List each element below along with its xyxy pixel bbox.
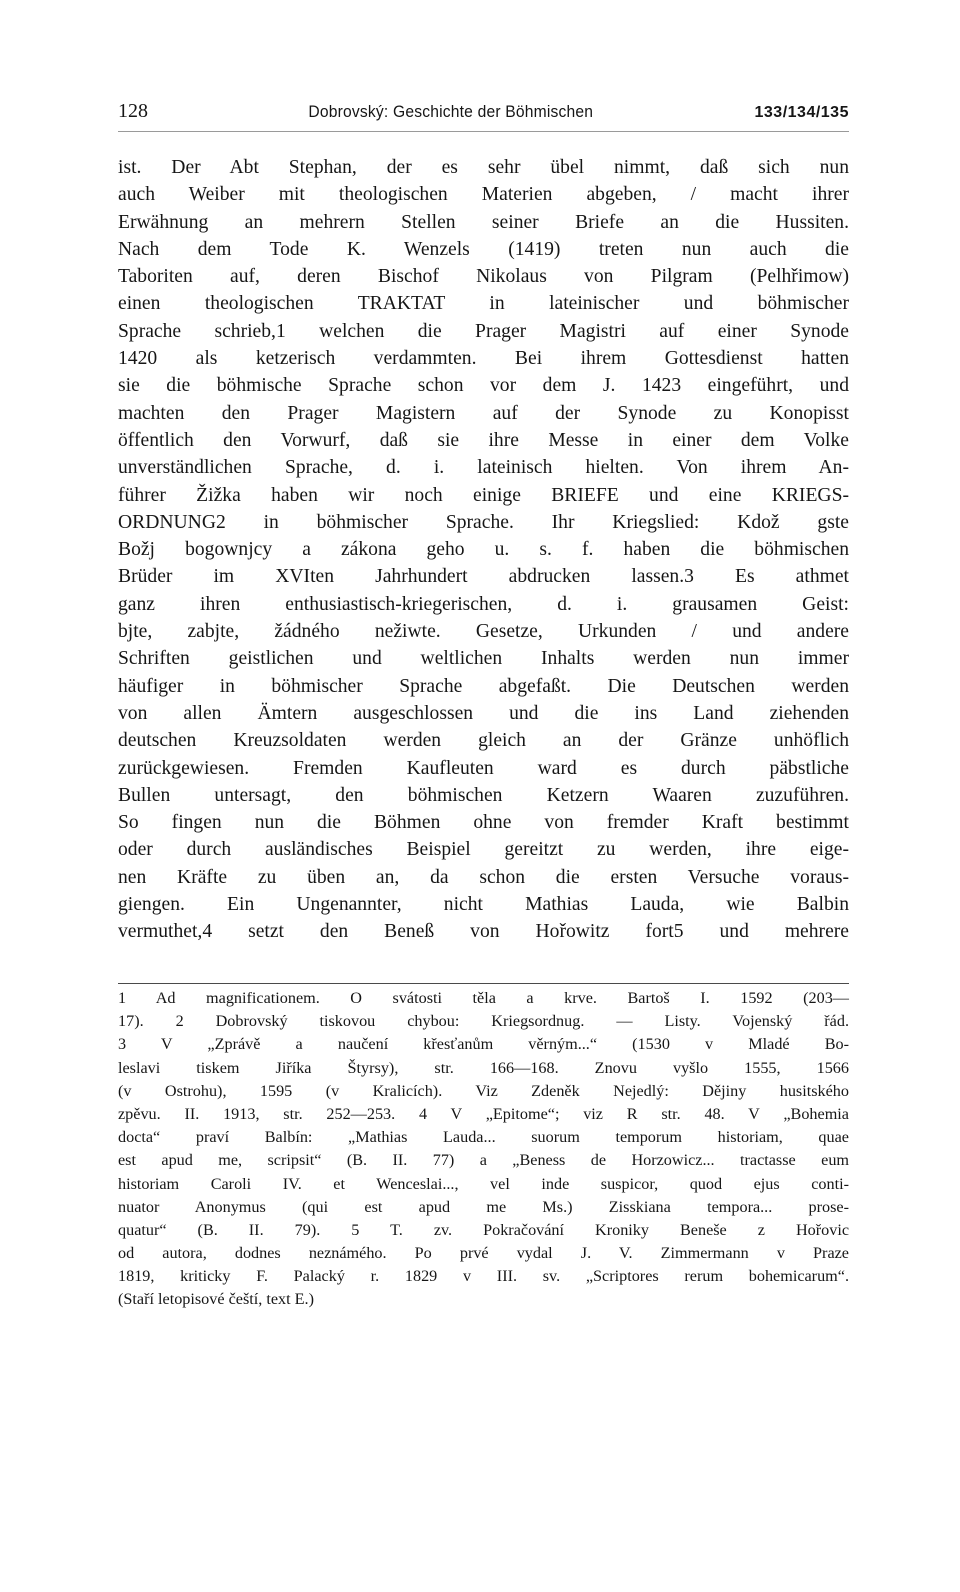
- page-number: 128: [118, 100, 148, 122]
- footnote-line: 3 V „Zprávě a naučení křesťanům věrným...“ (1530 v Mladé Bo-: [118, 1035, 849, 1054]
- text-line: Taboriten auf, deren Bischof Nikolaus von Pilgram (Pelhřimow): [118, 266, 849, 288]
- text-line: sie die böhmische Sprache schon vor dem J. 1423 eingeführt, und: [118, 375, 849, 397]
- footnote-line: od autora, dodnes neznámého. Po prvé vydal J. V. Zimmermann v Praze: [118, 1244, 849, 1263]
- footnote-line: 1 Ad magnificationem. O svátosti těla a krve. Bartoš I. 1592 (203—: [118, 989, 849, 1007]
- running-title: Dobrovský: Geschichte der Böhmischen: [308, 102, 594, 121]
- text-line: Nach dem Tode K. Wenzels (1419) treten nun auch die: [118, 238, 849, 260]
- text-line: deutschen Kreuzsoldaten werden gleich an der Gränze unhöflich: [118, 730, 849, 752]
- text-line: zurückgewiesen. Fremden Kaufleuten ward es durch päbstliche: [118, 757, 849, 779]
- main-text: [118, 154, 849, 946]
- text-line: bjte, zabjte, žádného nežiwte. Gesetze, Urkunden / und andere: [118, 621, 849, 643]
- footnote-line: (Staří letopisové čeští, text E.): [118, 1290, 314, 1309]
- reference-numbers: 133/134/135: [754, 104, 849, 121]
- footnote-line: (v Ostrohu), 1595 (v Kralicích). Viz Zdeněk Nejedlý: Dějiny husitského: [118, 1081, 849, 1100]
- text-line: ist. Der Abt Stephan, der es sehr übel nimmt, daß sich nun: [118, 157, 849, 178]
- text-line: Božj bogownjcy a zákona geho u. s. f. haben die böhmischen: [118, 539, 849, 561]
- text-line: So fingen nun die Böhmen ohne von fremder Kraft bestimmt: [118, 812, 849, 834]
- page-header: [118, 100, 849, 130]
- footnote-line: docta“ praví Balbín: „Mathias Lauda... suorum temporum historiam, quae: [118, 1128, 849, 1147]
- footnote-line: zpěvu. II. 1913, str. 252—253. 4 V „Epitome“; viz R str. 48. V „Bohemia: [118, 1104, 849, 1123]
- text-line: häufiger in böhmischer Sprache abgefaßt. Die Deutschen werden: [118, 675, 849, 697]
- text-line: Schriften geistlichen und weltlichen Inhalts werden nun immer: [118, 648, 849, 670]
- footnote-line: historiam Caroli IV. et Wenceslai..., vel inde suspicor, quod ejus conti-: [118, 1174, 849, 1193]
- footnote-line: leslavi tiskem Jiříka Štyrsy), str. 166—168. Znovu vyšlo 1555, 1566: [118, 1058, 849, 1077]
- text-line: unverständlichen Sprache, d. i. lateinisch hielten. Von ihrem An-: [118, 457, 849, 479]
- footnote-line: nuator Anonymus (qui est apud me Ms.) Zisskiana tempora... prose-: [118, 1197, 849, 1216]
- text-line: vermuthet,4 setzt den Beneß von Hořowitz fort5 und mehrere: [118, 921, 849, 943]
- text-line: nen Kräfte zu üben an, da schon die ersten Versuche voraus-: [118, 866, 849, 888]
- text-line: oder durch ausländisches Beispiel gereitzt zu werden, ihre eige-: [118, 839, 849, 861]
- footnote-rule: [118, 983, 849, 984]
- text-line: Brüder im XVIten Jahrhundert abdrucken lassen.3 Es athmet: [118, 566, 849, 588]
- footnote-line: 17). 2 Dobrovský tiskovou chybou: Kriegsordnug. — Listy. Vojenský řád.: [118, 1012, 849, 1031]
- text-line: ORDNUNG2 in böhmischer Sprache. Ihr Kriegslied: Kdož gste: [118, 511, 849, 533]
- footnote-line: quatur“ (B. II. 79). 5 T. zv. Pokračování Kroniky Beneše z Hořovic: [118, 1220, 849, 1239]
- text-line: auch Weiber mit theologischen Materien abgeben, / macht ihrer: [118, 184, 849, 206]
- text-line: ganz ihren enthusiastisch-kriegerischen, d. i. grausamen Geist:: [118, 593, 849, 615]
- footnotes: [118, 987, 849, 1312]
- text-line: öffentlich den Vorwurf, daß sie ihre Messe in einer dem Volke: [118, 429, 849, 451]
- text-line: machten den Prager Magistern auf der Synode zu Konopisst: [118, 402, 849, 424]
- text-line: Sprache schrieb,1 welchen die Prager Magistri auf einer Synode: [118, 320, 849, 342]
- header-rule: [118, 131, 849, 132]
- text-line: Erwähnung an mehrern Stellen seiner Briefe an die Hussiten.: [118, 211, 849, 233]
- text-line: Bullen untersagt, den böhmischen Ketzern Waaren zuzuführen.: [118, 784, 849, 806]
- footnote-line: 1819, kriticky F. Palacký r. 1829 v III. sv. „Scriptores rerum bohemicarum“.: [118, 1267, 849, 1286]
- text-line: 1420 als ketzerisch verdammten. Bei ihrem Gottesdienst hatten: [118, 348, 849, 370]
- text-line: giengen. Ein Ungenannter, nicht Mathias Lauda, wie Balbin: [118, 894, 849, 916]
- text-line: von allen Ämtern ausgeschlossen und die ins Land ziehenden: [118, 702, 849, 724]
- text-line: führer Žižka haben wir noch einige BRIEFE und eine KRIEGS-: [118, 484, 849, 506]
- footnote-line: est apud me, scripsit“ (B. II. 77) a „Beness de Horzowicz... tractasse eum: [118, 1151, 849, 1170]
- text-line: einen theologischen TRAKTAT in lateinischer und böhmischer: [118, 293, 849, 315]
